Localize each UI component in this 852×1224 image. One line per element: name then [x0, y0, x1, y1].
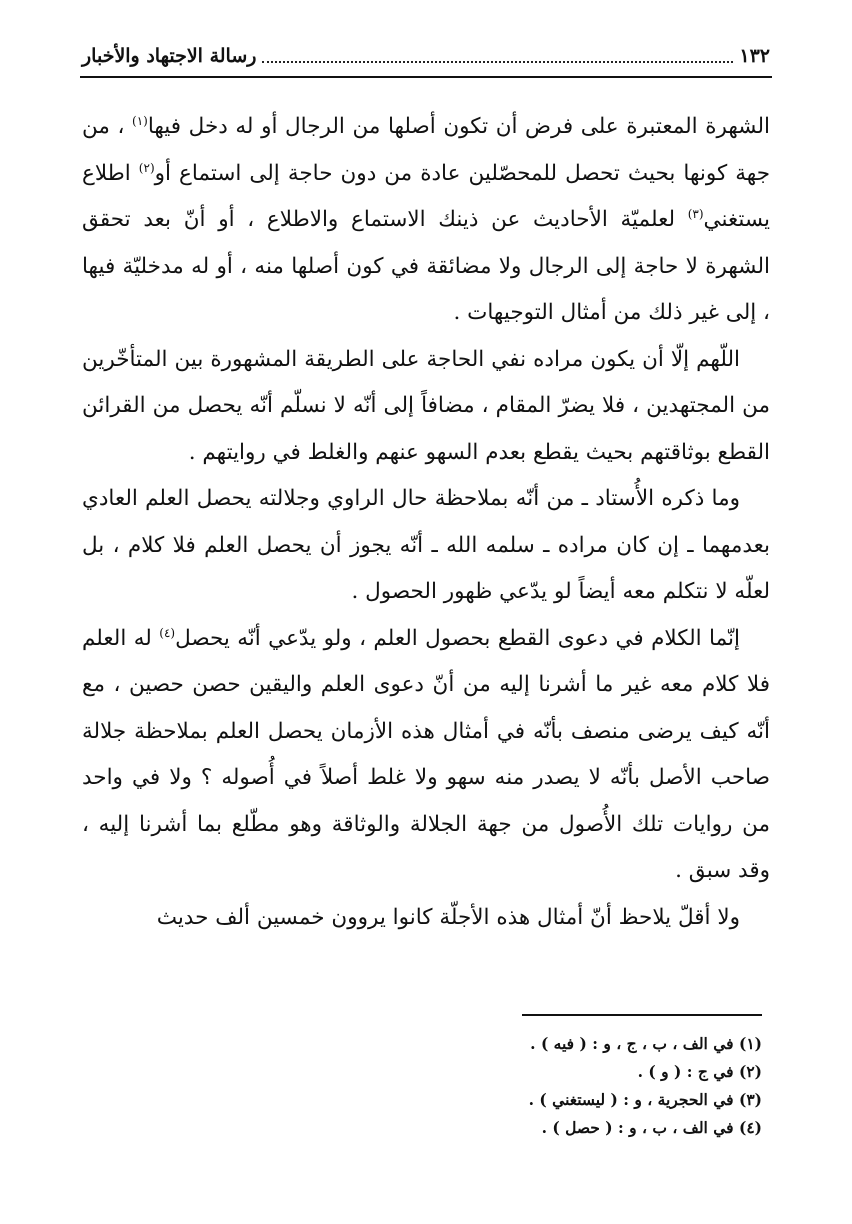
body-text: [82, 104, 770, 941]
page-number: ١٣٢: [739, 45, 770, 67]
footnote-rule: [522, 1014, 762, 1016]
paragraph-2: اللّهم إلّا أن يكون مراده نفي الحاجة على الطريقة المشهورة بين المتأخّرين من المجتهدين ، فلا يضرّ المقام ، مضافاً إلى أنّه لا نسلّم أنّه يحصل من القرائن القطع بوثاقتهم بحيث يقطع بعدم السهو عنهم والغلط في روايتهم .: [82, 346, 770, 465]
running-header: [82, 36, 770, 76]
running-title: رسالة الاجتهاد والأخبار: [82, 45, 257, 67]
footnote-2: (٢) في ج : ( و ) .: [637, 1062, 762, 1081]
footnote-3: (٣) في الحجرية ، و : ( ليستغني ) .: [528, 1090, 762, 1109]
header-rule: [80, 76, 772, 78]
footnote-1: (١) في الف ، ب ، ج ، و : ( فيه ) .: [530, 1034, 762, 1053]
paragraph-5: ولا أقلّ يلاحظ أنّ أمثال هذه الأجلّة كانوا يروون خمسين ألف حديث: [156, 904, 740, 930]
header-dot-leader: [262, 61, 733, 63]
footnote-ref-2[interactable]: (٢): [138, 160, 155, 175]
footnote-ref-4[interactable]: (٤): [159, 625, 176, 640]
footnote-ref-3[interactable]: (٣): [687, 207, 704, 221]
footnote-4: (٤) في الف ، ب ، و : ( حصل ) .: [541, 1118, 762, 1137]
paragraph-1: الشهرة المعتبرة على فرض أن تكون أصلها من الرجال أو له دخل فيها$^{(١)}$ ، من جهة كونها بحيث تحصل للمحصّلين عادة من دون حاجة إلى استماع أو$^{(٢)}$ اطلاع يستغني$^{(٣)}$ لعلميّة الأحاديث عن ذينك الاستماع والاطلاع ، أو أنّ بعد تحقق الشهرة لا حاجة إلى الرجال ولا مضائقة في كون أصلها منه ، أو له مدخليّة فيها ، إلى غير ذلك من أمثال التوجيهات .: [82, 114, 770, 325]
footnote-ref-1[interactable]: (١): [132, 114, 148, 128]
footnotes: [82, 1030, 762, 1142]
paragraph-3: وما ذكره الأُستاد ـ من أنّه بملاحظة حال الراوي وجلالته يحصل العلم العادي بعدمهما ـ إن كان مراده ـ سلمه الله ـ أنّه يجوز أن يحصل العلم فلا كلام ، بل لعلّه لا نتكلم معه أيضاً لو يدّعي ظهور الحصول .: [82, 486, 770, 604]
paragraph-4: إنّما الكلام في دعوى القطع بحصول العلم ، ولو يدّعي أنّه يحصل$^{(٤)}$ له العلم فلا كلام معه غير ما أشرنا إليه من أنّ دعوى العلم واليقين حصن حصين ، مع أنّه كيف يرضى منصف بأنّه في أمثال هذه الأزمان يحصل العلم بملاحظة جلالة صاحب الأصل بأنّه لا يصدر منه سهو ولا غلط أصلاً في أُصوله ؟ ولا في واحد من روايات تلك الأُصول من جهة الجلالة والوثاقة وهو مطّلع بما أشرنا إليه ، وقد سبق .: [82, 625, 770, 883]
